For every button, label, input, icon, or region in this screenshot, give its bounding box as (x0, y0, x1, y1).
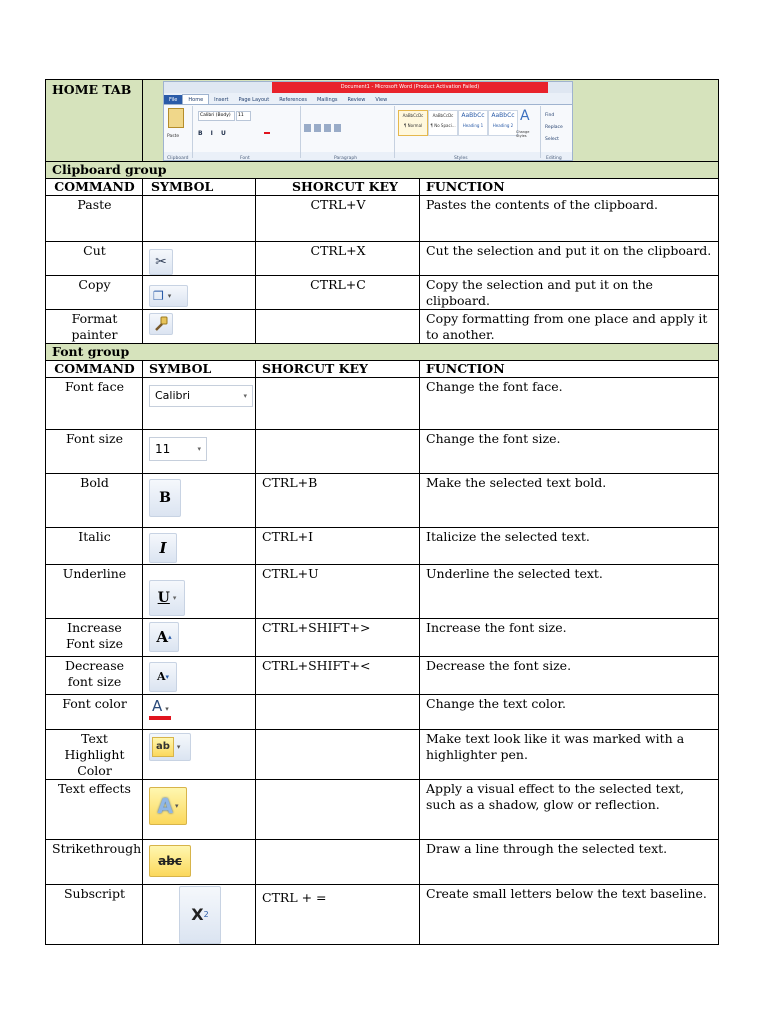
style-preview: AaBbCcDc (432, 113, 454, 118)
ribbon-font-buttons: B I U (198, 130, 229, 137)
format-painter-icon (149, 313, 173, 335)
subscript-glyph: X (191, 905, 204, 924)
grow-font-glyph: A (156, 628, 169, 646)
table-row (46, 885, 719, 945)
command-cell: Decrease font size (46, 657, 143, 695)
subscript-symbol-cell (143, 885, 256, 945)
bold-icon: B (149, 479, 181, 517)
ribbon-style-no-spacing (428, 110, 458, 136)
table-row (46, 565, 719, 619)
table-row (46, 242, 719, 276)
ribbon-tab-strip (164, 94, 572, 104)
column-header-function: FUNCTION (420, 179, 719, 196)
style-preview: AaBbCcDc (402, 113, 424, 118)
cut-symbol-cell (143, 242, 256, 276)
command-cell: Text Highlight Color (46, 730, 143, 780)
chevron-down-icon: ▾ (243, 392, 247, 400)
ribbon-paste-label: Paste (167, 134, 180, 139)
table-row (46, 528, 719, 565)
highlight-symbol-cell (143, 730, 256, 780)
column-header-symbol: SYMBOL (143, 361, 256, 378)
strikethrough-icon (149, 845, 191, 877)
function-cell: Increase the font size. (420, 619, 719, 657)
function-cell: Draw a line through the selected text. (420, 840, 719, 885)
function-cell: Underline the selected text. (420, 565, 719, 619)
ribbon-paragraph-align-icons (304, 124, 344, 132)
table-row (46, 276, 719, 310)
table-row (46, 196, 719, 242)
function-cell: Pastes the contents of the clipboard. (420, 196, 719, 242)
italic-icon: I (149, 533, 177, 563)
command-cell: Strikethrough (46, 840, 143, 885)
command-cell: Subscript (46, 885, 143, 945)
ribbon-change-styles-icon: A (520, 108, 530, 124)
ribbon-tab-view: View (375, 97, 388, 103)
table-row (46, 310, 719, 344)
clipboard-group-title: Clipboard group (46, 162, 719, 179)
decrease-arrow-icon: ▾ (165, 672, 170, 681)
font-color-symbol-cell (143, 695, 256, 730)
subscript-small-glyph: 2 (203, 910, 209, 919)
format-painter-symbol-cell (143, 310, 256, 344)
ribbon-group-editing: Editing (546, 156, 562, 161)
command-cell: Bold (46, 474, 143, 528)
ribbon-group-paragraph: Paragraph (334, 156, 358, 161)
style-name: Heading 2 (492, 123, 514, 128)
font-color-glyph: A (152, 697, 163, 715)
shortcut-cell: CTRL+SHIFT+> (256, 619, 420, 657)
font-size-dropdown (149, 437, 207, 461)
underline-symbol-cell (143, 565, 256, 619)
font-size-value: 11 (155, 442, 171, 456)
ribbon-change-styles-label: Change Styles (516, 130, 530, 138)
italic-symbol-cell (143, 528, 256, 565)
shortcut-cell: CTRL+U (256, 565, 420, 619)
column-header-function: FUNCTION (420, 361, 719, 378)
ribbon-style-heading1 (458, 110, 488, 136)
table-row (46, 780, 719, 840)
ribbon-editing-replace: Replace (545, 125, 563, 130)
ribbon-window-title: Document1 - Microsoft Word (Product Activation Failed) (272, 82, 548, 93)
ribbon-tab-page-layout: Page Layout (238, 97, 270, 103)
command-cell: Increase Font size (46, 619, 143, 657)
shrink-font-glyph: A (156, 670, 166, 683)
home-tab-title: HOME TAB (52, 82, 132, 97)
ribbon-paste-icon (168, 108, 184, 128)
command-cell: Format painter (46, 310, 143, 344)
column-header-command: COMMAND (46, 361, 143, 378)
shortcut-cell (256, 695, 420, 730)
copy-icon: ❐ ▾ (149, 285, 188, 307)
function-cell: Make the selected text bold. (420, 474, 719, 528)
table-row (46, 619, 719, 657)
table-row (46, 378, 719, 430)
shortcut-cell: CTRL+X (256, 242, 420, 276)
ribbon-editing-find: Find (545, 113, 555, 118)
shortcut-cell (256, 780, 420, 840)
font-face-dropdown (149, 385, 253, 407)
command-cell: Font color (46, 695, 143, 730)
ribbon-tab-insert: Insert (214, 97, 229, 103)
table-row (46, 695, 719, 730)
function-cell: Decrease the font size. (420, 657, 719, 695)
chevron-down-icon: ▾ (176, 743, 181, 751)
scissors-icon: ✂ (149, 249, 173, 275)
ribbon-group-clipboard: Clipboard (167, 156, 189, 161)
grow-font-symbol-cell (143, 619, 256, 657)
function-cell: Change the font size. (420, 430, 719, 474)
ribbon-style-normal (398, 110, 428, 136)
table-row (46, 730, 719, 780)
shortcut-cell (256, 730, 420, 780)
function-cell: Italicize the selected text. (420, 528, 719, 565)
ribbon-tab-file: File (164, 95, 182, 105)
ribbon-font-size: 11 (236, 111, 251, 121)
style-preview: AaBbCc (461, 112, 485, 119)
function-cell: Apply a visual effect to the selected text, such as a shadow, glow or reflection. (420, 780, 719, 840)
shortcut-cell: CTRL+B (256, 474, 420, 528)
style-name: ¶ Normal (403, 123, 423, 128)
copy-symbol-cell (143, 276, 256, 310)
text-effects-icon (149, 787, 187, 825)
function-cell: Change the text color. (420, 695, 719, 730)
font-color-swatch (149, 716, 171, 720)
font-size-symbol-cell (143, 430, 256, 474)
command-cell: Font face (46, 378, 143, 430)
font-face-symbol-cell (143, 378, 256, 430)
command-cell: Paste (46, 196, 143, 242)
ribbon-editing-select: Select (545, 137, 559, 142)
home-tab-title-cell (46, 80, 143, 162)
command-cell: Underline (46, 565, 143, 619)
function-cell: Make text look like it was marked with a highlighter pen. (420, 730, 719, 780)
bold-symbol-cell (143, 474, 256, 528)
ribbon-group-labels (164, 150, 572, 159)
home-tab-reference-table (45, 79, 719, 945)
ribbon-screenshot-cell (143, 80, 719, 162)
command-cell: Italic (46, 528, 143, 565)
font-group-title: Font group (46, 344, 719, 361)
column-header-symbol: SYMBOL (143, 179, 256, 196)
ribbon-group-styles: Styles (454, 156, 468, 161)
shortcut-cell (256, 840, 420, 885)
font-color-icon (149, 698, 189, 720)
shortcut-cell: CTRL + = (256, 885, 420, 945)
ribbon-font-name: Calibri (Body) (198, 111, 235, 121)
shrink-font-icon (149, 662, 177, 692)
text-effects-symbol-cell (143, 780, 256, 840)
function-cell: Copy the selection and put it on the clipboard. (420, 276, 719, 310)
shortcut-cell (256, 310, 420, 344)
underline-glyph: U (157, 590, 170, 606)
shortcut-cell: CTRL+SHIFT+< (256, 657, 420, 695)
ribbon-font-color-icon (264, 132, 270, 134)
ribbon-group-font: Font (240, 156, 250, 161)
chevron-down-icon: ▾ (197, 445, 201, 453)
ribbon-tab-home: Home (182, 94, 209, 105)
grow-font-icon (149, 622, 179, 652)
style-preview: AaBbCc (491, 112, 515, 119)
chevron-down-icon: ▾ (172, 593, 177, 602)
highlighter-icon (149, 733, 191, 761)
text-effects-glyph: A (157, 794, 173, 818)
shortcut-cell: CTRL+V (256, 196, 420, 242)
style-name: ¶ No Spaci... (430, 123, 456, 128)
column-header-shortcut: SHORCUT KEY (256, 361, 420, 378)
table-row (46, 840, 719, 885)
font-face-value: Calibri (155, 389, 191, 402)
column-header-shortcut: SHORCUT KEY (256, 179, 420, 196)
style-name: Heading 1 (462, 123, 484, 128)
shortcut-cell (256, 430, 420, 474)
table-row (46, 430, 719, 474)
function-cell: Cut the selection and put it on the clipboard. (420, 242, 719, 276)
function-cell: Create small letters below the text baseline. (420, 885, 719, 945)
strikethrough-symbol-cell (143, 840, 256, 885)
ribbon-tab-review: Review (347, 97, 366, 103)
command-cell: Font size (46, 430, 143, 474)
ribbon-tab-mailings: Mailings (316, 97, 338, 103)
paste-symbol-cell (143, 196, 256, 242)
underline-icon (149, 580, 185, 616)
command-cell: Copy (46, 276, 143, 310)
table-row (46, 657, 719, 695)
chevron-down-icon: ▾ (174, 802, 179, 810)
command-cell: Cut (46, 242, 143, 276)
strikethrough-glyph: abc (158, 854, 182, 868)
ribbon-tab-references: References (279, 97, 307, 103)
command-cell: Text effects (46, 780, 143, 840)
shrink-font-symbol-cell (143, 657, 256, 695)
subscript-icon (179, 886, 221, 944)
highlighter-glyph: ab (152, 737, 174, 757)
chevron-down-icon: ▾ (165, 705, 169, 713)
function-cell: Change the font face. (420, 378, 719, 430)
table-row (46, 474, 719, 528)
column-header-command: COMMAND (46, 179, 143, 196)
shortcut-cell (256, 378, 420, 430)
increase-arrow-icon: ▴ (168, 632, 172, 641)
shortcut-cell: CTRL+I (256, 528, 420, 565)
shortcut-cell: CTRL+C (256, 276, 420, 310)
function-cell: Copy formatting from one place and apply it to another. (420, 310, 719, 344)
word-ribbon-screenshot (163, 81, 573, 161)
ribbon-style-heading2 (488, 110, 518, 136)
